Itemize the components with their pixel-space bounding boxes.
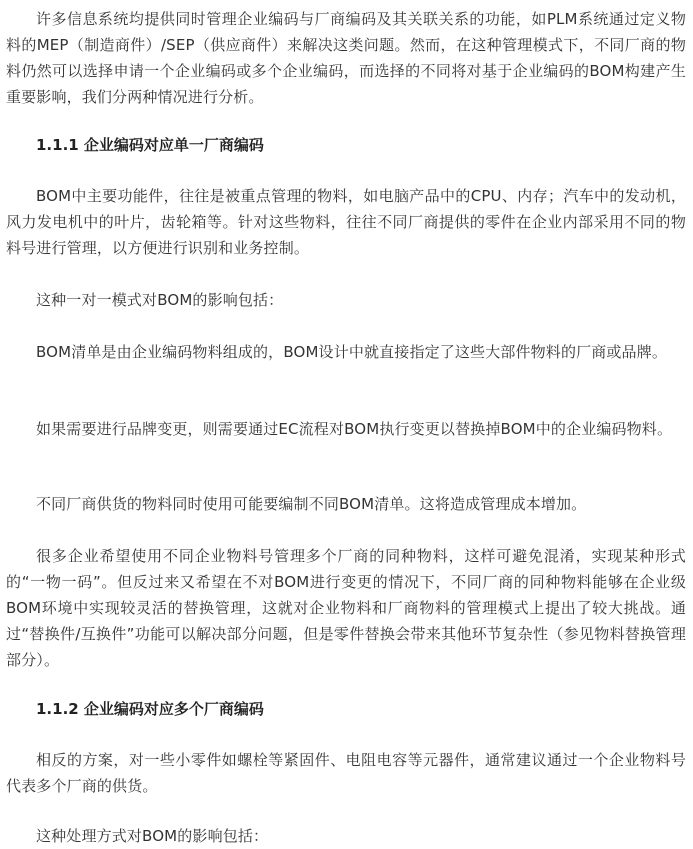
paragraph-intro: 许多信息系统均提供同时管理企业编码与厂商编码及其关联关系的功能，如PLM系统通过定义物料的MEP（制造商件）/SEP（供应商件）来解决这类问题。然而，在这种管理模式下，不同厂商的物料仍然可以选择申请一个企业编码或多个企业编码，而选择的不同将对基于企业编码的BOM构建产生重要影响，我们分两种情况进行分析。 xyxy=(6,10,686,106)
paragraph-main-functional: BOM中主要功能件，往往是被重点管理的物料，如电脑产品中的CPU、内存；汽车中的发动机，风力发电机中的叶片，齿轮箱等。针对这些物料，往往不同厂商提供的零件在企业内部采用不同的物料号进行管理，以方便进行识别和业务控制。 xyxy=(6,187,686,257)
paragraph-cost-increase: 不同厂商供货的物料同时使用可能要编制不同BOM清单。这将造成管理成本增加。 xyxy=(36,495,587,513)
paragraph-bom-list: BOM清单是由企业编码物料组成的，BOM设计中就直接指定了这些大部件物料的厂商或品牌。 xyxy=(36,343,668,361)
heading-section-1-1-2: 1.1.2 企业编码对应多个厂商编码 xyxy=(36,700,264,718)
paragraph-opposite-approach: 相反的方案，对一些小零件如螺栓等紧固件、电阻电容等元器件，通常建议通过一个企业物料号代表多个厂商的供货。 xyxy=(6,751,686,795)
paragraph-brand-change: 如果需要进行品牌变更，则需要通过EC流程对BOM执行变更以替换掉BOM中的企业编码物料。 xyxy=(36,420,673,438)
paragraph-impact-intro: 这种一对一模式对BOM的影响包括： xyxy=(36,291,284,309)
heading-section-1-1-1: 1.1.1 企业编码对应单一厂商编码 xyxy=(36,136,264,154)
paragraph-impact-intro-2: 这种处理方式对BOM的影响包括： xyxy=(36,827,269,845)
paragraph-one-item-one-code: 很多企业希望使用不同企业物料号管理多个厂商的同种物料，这样可避免混淆，实现某种形式的“一物一码”。但反过来又希望在不对BOM进行变更的情况下，不同厂商的同种物料能够在企业级BOM环境中实现较灵活的替换管理，这就对企业物料和厂商物料的管理模式上提出了较大挑战。通过“替换件/互换件”功能可以解决部分问题，但是零件替换会带来其他环节复杂性（参见物料替换管理部分）。 xyxy=(6,547,686,669)
